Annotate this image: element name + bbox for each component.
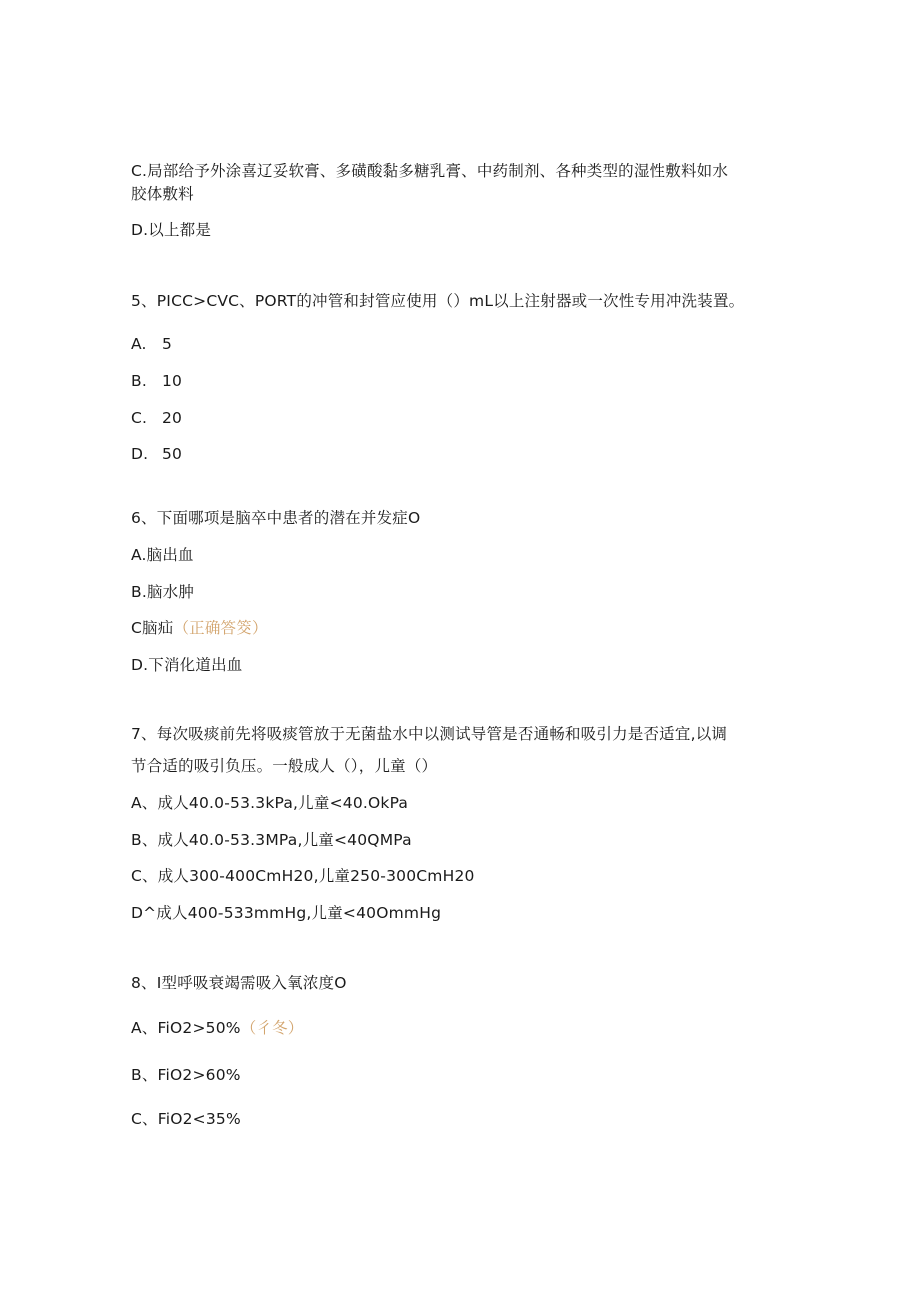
q7-option-b: B、成人40.0-53.3MPa,儿童<40QMPa: [131, 831, 412, 849]
q5-option-c-letter: C.: [131, 409, 148, 427]
q8-option-a-text: A、FiO2>50%: [131, 1019, 241, 1037]
q5-option-a: [131, 334, 172, 354]
q8-stem: 8、I型呼吸衰竭需吸入氧浓度O: [131, 974, 347, 992]
q6-correct-answer-mark: （正确答筊）: [173, 619, 268, 637]
q6-option-a: A.脑出血: [131, 546, 194, 564]
q6-option-b: B.脑水肿: [131, 583, 195, 601]
q5-stem: 5、PICC>CVC、PORT的冲管和封管应使用（）mL以上注射器或一次性专用冲洗装置。: [131, 292, 745, 310]
q6-stem: 6、下面哪项是脑卒中患者的潜在并发症O: [131, 509, 421, 527]
q5-option-d: [131, 444, 182, 464]
q7-stem-line2: 节合适的吸引负压。一般成人（），儿童（）: [131, 757, 438, 775]
q6-option-c-text: C脑疝: [131, 619, 174, 637]
q5-option-d-text: 50: [162, 445, 183, 463]
q5-option-b-text: 10: [162, 372, 183, 390]
q5-option-a-letter: A.: [131, 335, 147, 353]
q6-option-c: [131, 618, 268, 638]
q5-option-c-text: 20: [162, 409, 183, 427]
q5-option-c: [131, 408, 182, 428]
q8-correct-answer-mark: （彳冬）: [240, 1019, 304, 1037]
q8-option-b: B、FiO2>60%: [131, 1066, 241, 1084]
q5-option-d-letter: D.: [131, 445, 149, 463]
q5-option-a-text: 5: [162, 335, 173, 353]
q4-option-c-line1: C.局部给予外涂喜辽妥软膏、多磺酸黏多糖乳膏、中药制剂、各种类型的湿性敷料如水: [131, 162, 729, 180]
q7-stem-line1: 7、每次吸痰前先将吸痰管放于无菌盐水中以测试导管是否通畅和吸引力是否适宜,以调: [131, 725, 728, 743]
q4-option-c-line2: 胶体敷料: [131, 185, 194, 203]
q7-option-d: D^成人400-533mmHg,儿童<40OmmHg: [131, 904, 442, 922]
q5-option-b-letter: B.: [131, 372, 147, 390]
q8-option-a: [131, 1018, 304, 1038]
q4-option-d: D.以上都是: [131, 221, 212, 239]
q6-option-d: D.下消化道出血: [131, 656, 243, 674]
q7-option-a: A、成人40.0-53.3kPa,儿童<40.OkPa: [131, 794, 409, 812]
q8-option-c: C、FiO2<35%: [131, 1110, 241, 1128]
q5-option-b: [131, 371, 182, 391]
q7-option-c: C、成人300-400CmH20,儿童250-300CmH20: [131, 867, 475, 885]
